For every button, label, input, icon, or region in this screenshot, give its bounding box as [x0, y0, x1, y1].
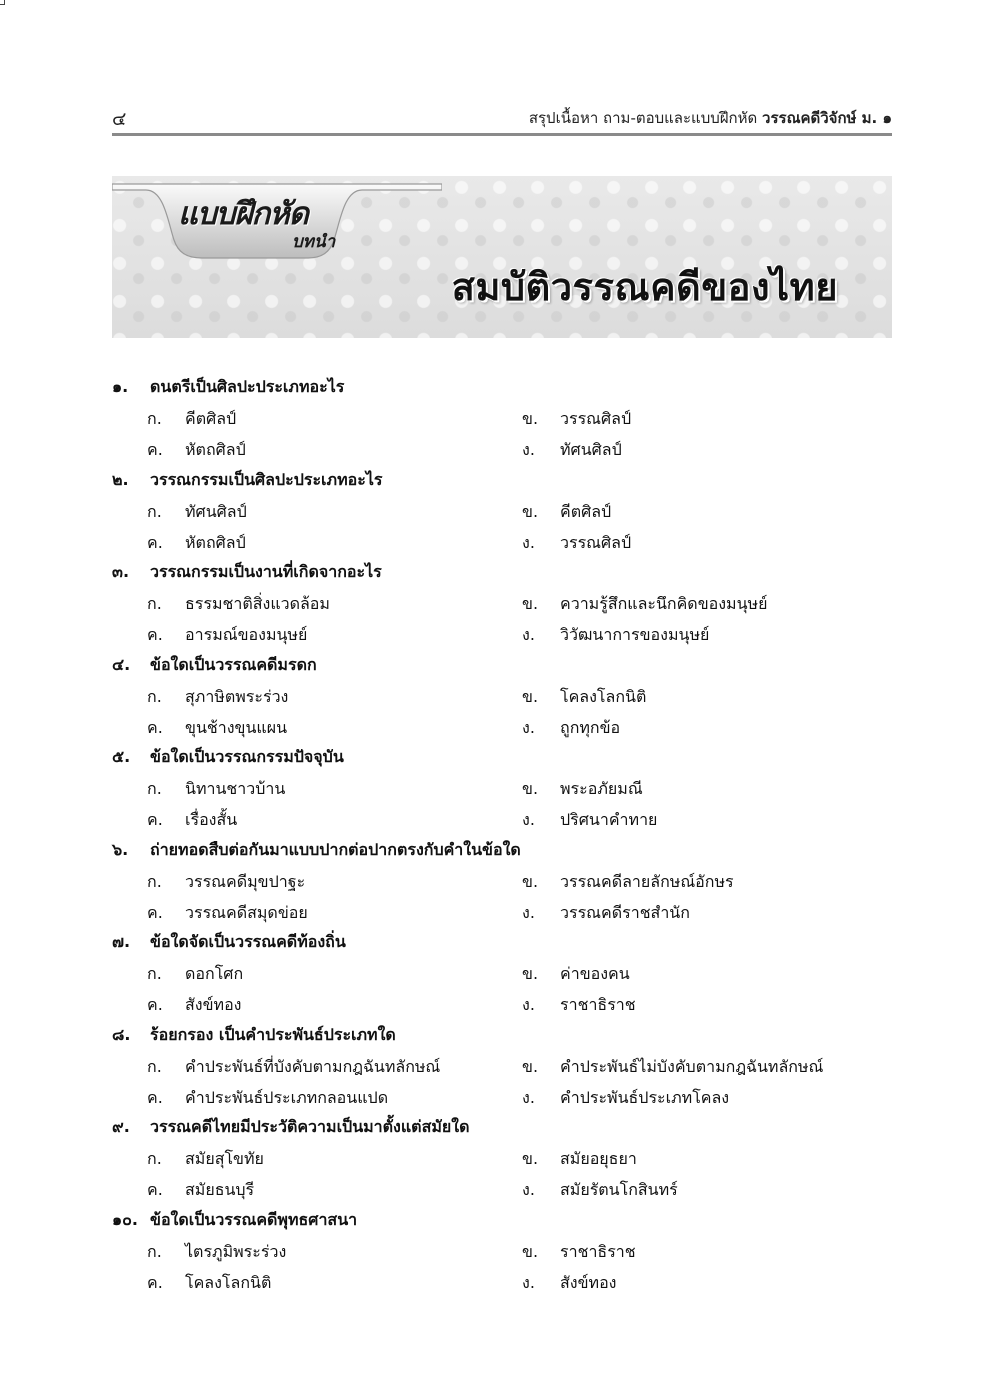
choice-text: ทัศนศิลป์: [560, 440, 622, 459]
choice-b: [522, 962, 630, 987]
choice-d: [522, 531, 631, 556]
choice-text: ขุนช้างขุนแผน: [185, 717, 288, 737]
choice-c: [147, 901, 308, 926]
question-text: ร้อยกรอง เป็นคำประพันธ์ประเภทใด: [150, 1024, 396, 1044]
choice-text: ถูกทุกข้อ: [560, 717, 621, 737]
choice-label: ง.: [522, 810, 535, 829]
choice-label: ข.: [522, 779, 539, 798]
choice-label: ก.: [147, 501, 162, 521]
exercise-list: [112, 375, 892, 1300]
question-text: ถ่ายทอดสืบต่อกันมาแบบปากต่อปากตรงกับคำในข้อใด: [150, 839, 521, 859]
question-number: ๔.: [112, 654, 131, 674]
choice-label: ก.: [147, 409, 162, 428]
choice-c: [147, 993, 241, 1018]
choice-text: อารมณ์ของมนุษย์: [185, 625, 308, 644]
choice-text: คีตศิลป์: [560, 501, 612, 521]
choice-text: ราชาธิราช: [560, 995, 636, 1014]
header-divider: [112, 133, 892, 136]
choice-text: หัตถศิลป์: [185, 440, 246, 459]
choice-text: คำประพันธ์ประเภทกลอนแปด: [185, 1087, 389, 1107]
choice-d: [522, 438, 622, 463]
chapter-title: สมบัติวรรณคดีของไทย: [451, 265, 838, 309]
choice-text: วรรณศิลป์: [560, 409, 632, 428]
choice-label: ข.: [522, 409, 539, 428]
question-text: ข้อใดเป็นวรรณกรรมปัจจุบัน: [150, 747, 344, 766]
choice-text: สมัยธนบุรี: [185, 1180, 255, 1199]
choice-b: [522, 1147, 637, 1172]
choice-b: [522, 407, 631, 432]
choice-a: [147, 1147, 264, 1172]
choice-c: [147, 531, 246, 556]
choice-label: ง.: [522, 902, 535, 922]
choice-label: ก.: [147, 686, 162, 706]
choice-label: ง.: [522, 532, 535, 552]
page-number: ๔: [112, 108, 127, 130]
choice-text: สมัยสุโขทัย: [185, 1149, 264, 1168]
choice-label: ค.: [147, 1087, 163, 1107]
question-text: วรรณคดีไทยมีประวัติความเป็นมาตั้งแต่สมัยใด: [150, 1117, 470, 1136]
choice-text: ดอกโศก: [185, 964, 244, 983]
choice-label: ก.: [147, 594, 162, 613]
choice-label: ค.: [147, 1180, 163, 1199]
choice-label: ก.: [147, 779, 162, 798]
choice-text: โคลงโลกนิติ: [560, 686, 647, 706]
question: [112, 1208, 892, 1301]
question-number: ๒.: [112, 469, 129, 489]
choice-c: [147, 716, 287, 741]
question-number: ๓.: [112, 562, 130, 581]
choice-b: [522, 1055, 823, 1080]
choice-c: [147, 1178, 254, 1203]
choice-d: [522, 808, 657, 833]
choice-label: ง.: [522, 995, 535, 1014]
choice-c: [147, 623, 307, 648]
choice-text: วิวัฒนาการของมนุษย์: [560, 625, 710, 644]
question-text: ข้อใดเป็นวรรณคดีพุทธศาสนา: [150, 1209, 358, 1229]
choice-text: สังข์ทอง: [560, 1272, 617, 1292]
choice-d: [522, 1086, 729, 1111]
choice-text: ไตรภูมิพระร่วง: [185, 1241, 287, 1261]
choice-label: ข.: [522, 501, 539, 521]
choice-text: สมัยอยุธยา: [560, 1149, 637, 1168]
choice-d: [522, 623, 709, 648]
choice-label: ค.: [147, 810, 163, 829]
question: [112, 1115, 892, 1208]
choice-label: ค.: [147, 902, 163, 922]
choice-text: คีตศิลป์: [185, 409, 237, 428]
question: [112, 560, 892, 653]
choice-label: ง.: [522, 717, 535, 737]
question-number: ๖.: [112, 839, 129, 859]
choice-label: ข.: [522, 871, 539, 891]
choice-c: [147, 1086, 388, 1111]
choice-label: ก.: [147, 871, 162, 891]
choice-label: ข.: [522, 1241, 539, 1261]
choice-b: [522, 685, 646, 710]
choice-text: วรรณคดีลายลักษณ์อักษร: [560, 871, 734, 891]
tab-title: แบบฝึกหัด: [178, 196, 308, 232]
choice-text: วรรณศิลป์: [560, 532, 632, 552]
choice-text: หัตถศิลป์: [185, 532, 246, 552]
choice-d: [522, 901, 690, 926]
choice-label: ก.: [147, 964, 162, 983]
choice-a: [147, 592, 330, 617]
choice-label: ง.: [522, 1087, 535, 1107]
choice-label: ก.: [147, 1149, 162, 1168]
choice-b: [522, 1240, 636, 1265]
choice-a: [147, 962, 243, 987]
tab-subtitle: บทนำ: [292, 232, 336, 252]
choice-d: [522, 716, 620, 741]
choice-label: ง.: [522, 440, 535, 459]
choice-a: [147, 407, 236, 432]
choice-text: วรรณคดีราชสำนัก: [560, 902, 690, 922]
question-text: ดนตรีเป็นศิลปะประเภทอะไร: [150, 377, 345, 396]
choice-label: ข.: [522, 594, 539, 613]
choice-a: [147, 1240, 286, 1265]
question-text: ข้อใดจัดเป็นวรรณคดีท้องถิ่น: [150, 932, 346, 951]
question-text: วรรณกรรมเป็นงานที่เกิดจากอะไร: [150, 562, 382, 581]
choice-b: [522, 870, 734, 895]
choice-text: ทัศนศิลป์: [185, 501, 247, 521]
choice-text: เรื่องสั้น: [185, 810, 238, 829]
choice-text: ราชาธิราช: [560, 1241, 636, 1261]
question: [112, 375, 892, 468]
question-number: ๗.: [112, 932, 131, 951]
choice-label: ก.: [147, 1241, 162, 1261]
choice-c: [147, 1271, 271, 1296]
choice-text: คำประพันธ์ไม่บังคับตามกฎฉันทลักษณ์: [560, 1056, 824, 1076]
question-number: ๘.: [112, 1024, 131, 1044]
choice-text: วรรณคดีมุขปาฐะ: [185, 871, 306, 891]
question: [112, 930, 892, 1023]
running-header: [112, 104, 892, 132]
choice-label: ง.: [522, 1272, 535, 1292]
choice-text: ค่าของคน: [560, 964, 630, 983]
choice-label: ค.: [147, 1272, 163, 1292]
choice-label: ข.: [522, 964, 539, 983]
choice-c: [147, 808, 237, 833]
choice-label: ค.: [147, 625, 163, 644]
choice-text: คำประพันธ์ประเภทโคลง: [560, 1087, 730, 1107]
question: [112, 468, 892, 561]
choice-text: คำประพันธ์ที่บังคับตามกฎฉันทลักษณ์: [185, 1056, 441, 1076]
choice-label: ง.: [522, 625, 535, 644]
chapter-banner: [112, 176, 892, 338]
choice-c: [147, 438, 246, 463]
choice-a: [147, 685, 288, 710]
choice-label: ค.: [147, 717, 163, 737]
question: [112, 838, 892, 931]
question: [112, 745, 892, 838]
choice-b: [522, 500, 611, 525]
question-number: ๙.: [112, 1117, 130, 1136]
crop-mark: [0, 0, 5, 5]
question-text: ข้อใดเป็นวรรณคดีมรดก: [150, 654, 317, 674]
choice-text: ธรรมชาติสิ่งแวดล้อม: [185, 594, 330, 613]
choice-d: [522, 1178, 678, 1203]
question-text: วรรณกรรมเป็นศิลปะประเภทอะไร: [150, 469, 383, 489]
choice-text: ปริศนาคำทาย: [560, 810, 658, 829]
question: [112, 653, 892, 746]
choice-text: โคลงโลกนิติ: [185, 1272, 272, 1292]
running-title-bold: วรรณคดีวิจักษ์ ม. ๑: [762, 109, 892, 127]
choice-label: ค.: [147, 440, 163, 459]
choice-b: [522, 777, 643, 802]
choice-d: [522, 1271, 616, 1296]
question-number: ๕.: [112, 747, 131, 766]
choice-label: ข.: [522, 1149, 539, 1168]
question-number: ๑.: [112, 377, 129, 396]
choice-d: [522, 993, 636, 1018]
running-title: [529, 106, 892, 130]
choice-text: วรรณคดีสมุดข่อย: [185, 902, 308, 922]
choice-a: [147, 870, 305, 895]
choice-label: ค.: [147, 995, 163, 1014]
question-number: ๑๐.: [112, 1209, 138, 1229]
choice-b: [522, 592, 767, 617]
banner-tab: [112, 182, 442, 260]
choice-text: ความรู้สึกและนึกคิดของมนุษย์: [560, 594, 768, 613]
running-title-plain: สรุปเนื้อหา ถาม-ตอบและแบบฝึกหัด: [528, 109, 763, 127]
choice-label: ง.: [522, 1180, 535, 1199]
choice-text: สุภาษิตพระร่วง: [185, 686, 289, 706]
choice-label: ข.: [522, 1056, 539, 1076]
choice-a: [147, 777, 285, 802]
choice-label: ก.: [147, 1056, 162, 1076]
choice-text: นิทานชาวบ้าน: [185, 779, 286, 798]
choice-text: สมัยรัตนโกสินทร์: [560, 1180, 678, 1199]
choice-a: [147, 500, 247, 525]
choice-label: ข.: [522, 686, 539, 706]
choice-a: [147, 1055, 440, 1080]
choice-text: พระอภัยมณี: [560, 779, 643, 798]
choice-text: สังข์ทอง: [185, 995, 242, 1014]
question: [112, 1023, 892, 1116]
choice-label: ค.: [147, 532, 163, 552]
